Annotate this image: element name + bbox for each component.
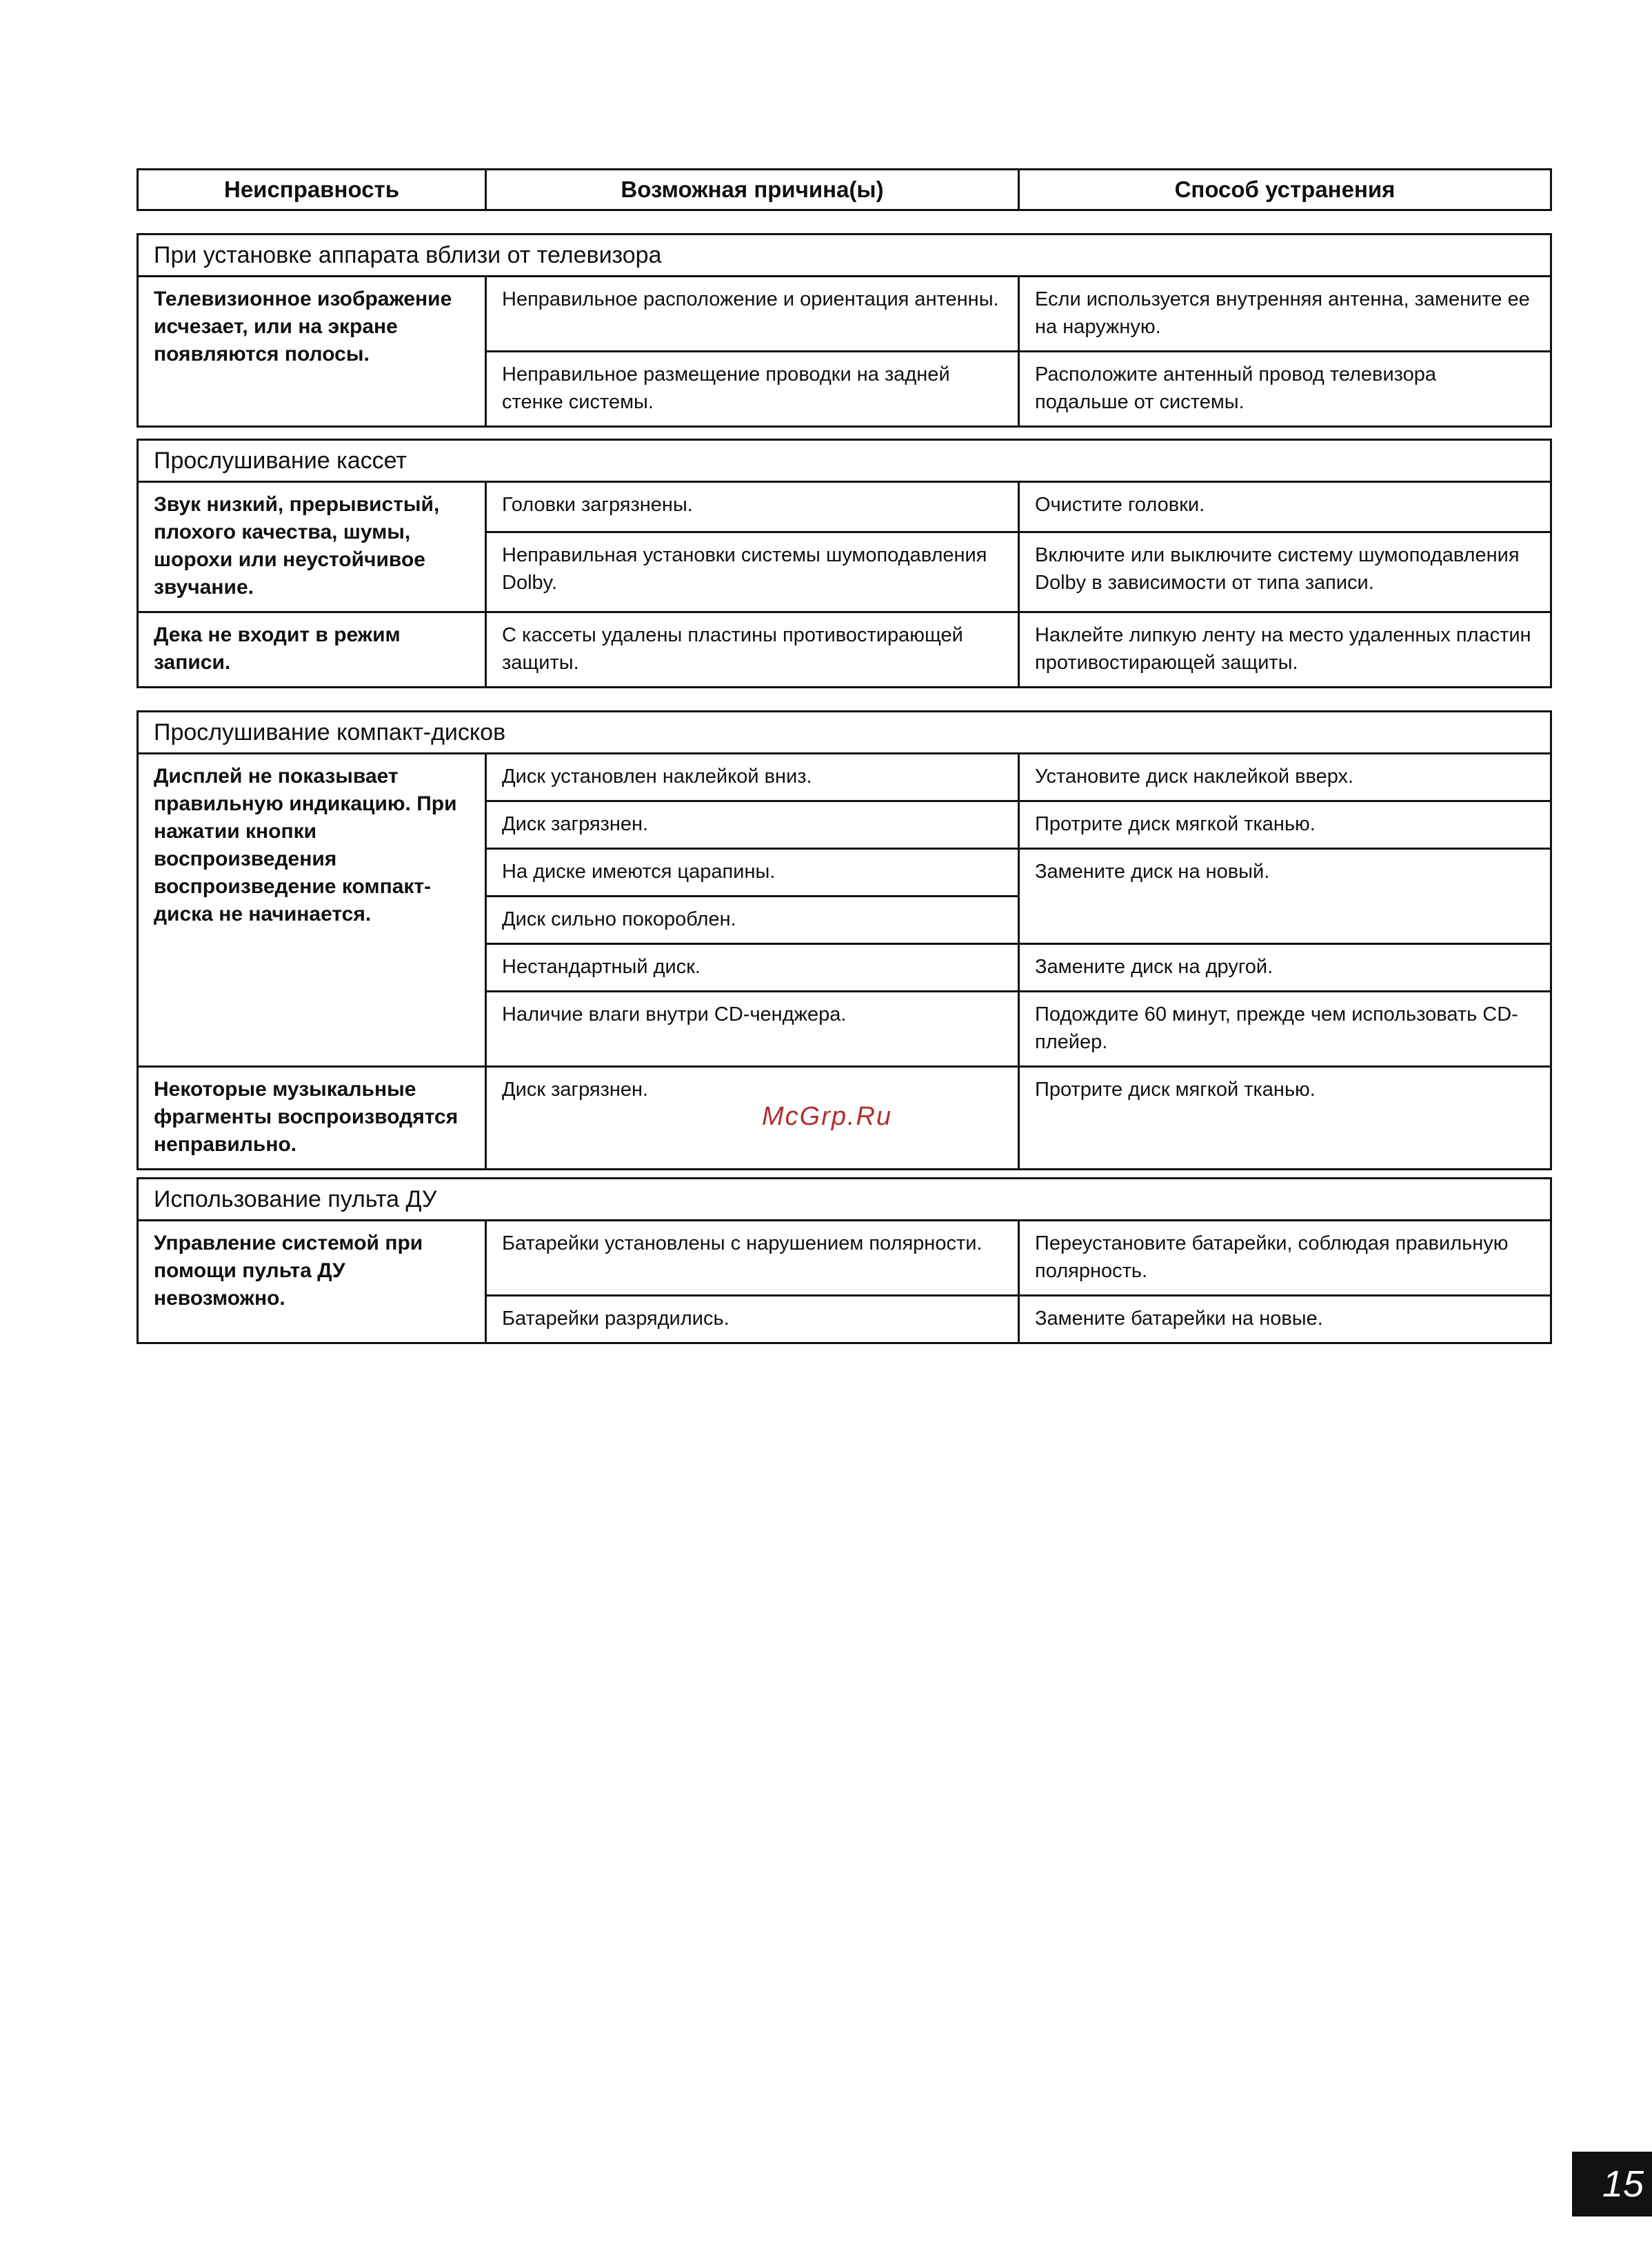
table-row [138, 277, 1551, 352]
remedy: Подождите 60 минут, прежде чем использовать CD-плейер. [1019, 992, 1551, 1067]
cause: Нестандартный диск. [486, 944, 1019, 992]
cause: Неправильная установки системы шумоподавления Dolby. [486, 532, 1019, 612]
remedy: Расположите антенный провод телевизора подальше от системы. [1019, 352, 1551, 427]
remedy: Замените диск на новый. [1019, 849, 1551, 944]
symptom: Телевизионное изображение исчезает, или на экране появляются полосы. [138, 277, 486, 427]
remedy: Переустановите батарейки, соблюдая правильную полярность. [1019, 1221, 1551, 1296]
remedy: Протрите диск мягкой тканью. [1019, 801, 1551, 849]
page-number: 15 [1572, 2152, 1652, 2216]
header-fault: Неисправность [138, 170, 486, 210]
watermark: McGrp.Ru [762, 1102, 893, 1131]
cause: Наличие влаги внутри CD-ченджера. [486, 992, 1019, 1067]
header-remedy: Способ устранения [1019, 170, 1551, 210]
cause: Диск установлен наклейкой вниз. [486, 754, 1019, 801]
table-row [138, 754, 1551, 801]
section-title: Прослушивание кассет [138, 440, 1551, 482]
remedy: Если используется внутренняя антенна, замените ее на наружную. [1019, 277, 1551, 352]
symptom: Управление системой при помощи пульта ДУ невозможно. [138, 1221, 486, 1343]
remedy: Протрите диск мягкой тканью. [1019, 1067, 1551, 1170]
cause: На диске имеются царапины. [486, 849, 1019, 897]
section-cassettes [137, 439, 1552, 688]
section-title: Прослушивание компакт-дисков [138, 712, 1551, 754]
remedy: Наклейте липкую ленту на место удаленных пластин противостирающей защиты. [1019, 612, 1551, 688]
remedy: Очистите головки. [1019, 482, 1551, 532]
symptom: Некоторые музыкальные фрагменты воспроизводятся неправильно. [138, 1067, 486, 1170]
cause: Батарейки разрядились. [486, 1296, 1019, 1343]
cause: С кассеты удалены пластины противостирающей защиты. [486, 612, 1019, 688]
symptom: Звук низкий, прерывистый, плохого качества, шумы, шорохи или неустойчивое звучание. [138, 482, 486, 612]
table-row [138, 612, 1551, 688]
section-tv [137, 233, 1552, 428]
remedy: Замените батарейки на новые. [1019, 1296, 1551, 1343]
section-title: При установке аппарата вблизи от телевизора [138, 234, 1551, 277]
cause: Неправильное размещение проводки на задней стенке системы. [486, 352, 1019, 427]
section-title: Использование пульта ДУ [138, 1179, 1551, 1221]
cause: Головки загрязнены. [486, 482, 1019, 532]
table-row [138, 1221, 1551, 1296]
section-remote [137, 1177, 1552, 1344]
cause: Батарейки установлены с нарушением полярности. [486, 1221, 1019, 1296]
section-cd [137, 710, 1552, 1170]
remedy: Замените диск на другой. [1019, 944, 1551, 992]
cause: Диск загрязнен. [486, 1067, 1019, 1170]
header-cause: Возможная причина(ы) [486, 170, 1019, 210]
symptom: Дека не входит в режим записи. [138, 612, 486, 688]
cause: Неправильное расположение и ориентация антенны. [486, 277, 1019, 352]
remedy: Установите диск наклейкой вверх. [1019, 754, 1551, 801]
symptom: Дисплей не показывает правильную индикацию. При нажатии кнопки воспроизведения воспроизведение компакт-диска не начинается. [138, 754, 486, 1067]
cause: Диск сильно покороблен. [486, 897, 1019, 944]
remedy: Включите или выключите систему шумоподавления Dolby в зависимости от типа записи. [1019, 532, 1551, 612]
column-header-table [137, 168, 1552, 211]
cause: Диск загрязнен. [486, 801, 1019, 849]
table-row [138, 482, 1551, 532]
